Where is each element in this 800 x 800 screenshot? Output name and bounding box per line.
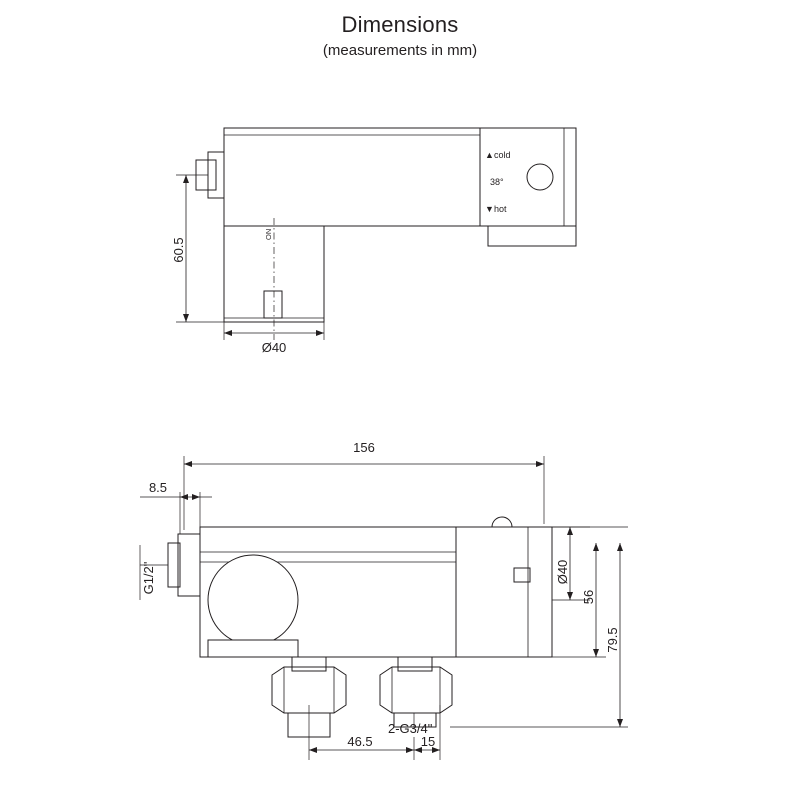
dim-85-arrow-right	[192, 494, 200, 500]
dim-d40v-text: Ø40	[555, 559, 570, 585]
label-g34: 2-G3/4"	[388, 721, 433, 736]
dim-795-arrow-bottom	[617, 719, 623, 727]
dim-d40-arrow-right	[316, 330, 324, 336]
label-cold: cold	[494, 150, 511, 160]
dim-465-text: 46.5	[347, 734, 373, 749]
front-view-left-nipple	[178, 534, 200, 596]
dim-156-arrow-right	[536, 461, 544, 467]
dim-156-text: 156	[353, 440, 375, 455]
page-title: Dimensions	[341, 12, 459, 37]
dim-605-arrow-top	[183, 175, 189, 183]
label-on: ON	[264, 228, 273, 240]
dim-56-arrow-top	[593, 543, 599, 551]
front-view-outlet-right	[380, 657, 452, 727]
outlet-left-neck	[292, 657, 326, 671]
label-temperature: 38°	[490, 177, 504, 187]
dim-605-text: 60.5	[171, 237, 186, 263]
top-view-temperature-knob	[527, 164, 553, 190]
dim-465-arrow-left	[309, 747, 317, 753]
label-cold-marker: ▲	[485, 150, 494, 160]
dim-795-text: 79.5	[605, 627, 620, 653]
front-view-flow-knob-base	[208, 640, 298, 657]
label-hot: hot	[494, 204, 507, 214]
dim-156-arrow-left	[184, 461, 192, 467]
front-view-flow-knob	[208, 555, 298, 645]
dim-d40v-arrow-top	[567, 527, 573, 535]
dim-605-arrow-bottom	[183, 314, 189, 322]
dim-15-text: 15	[420, 734, 436, 749]
top-view-lever	[264, 291, 282, 318]
top-view-handle-base	[488, 226, 576, 246]
dim-d40v-arrow-bottom	[567, 592, 573, 600]
label-hot-marker: ▼	[485, 204, 494, 214]
outlet-right-hex	[380, 667, 452, 713]
dim-d40-arrow-left	[224, 330, 232, 336]
dim-795-arrow-top	[617, 543, 623, 551]
page-subtitle: (measurements in mm)	[322, 42, 478, 59]
dim-85-text: 8.5	[148, 480, 168, 495]
top-view-body	[224, 128, 576, 226]
dim-465-arrow-right	[406, 747, 414, 753]
label-g12: G1/2"	[141, 561, 156, 595]
front-view-handle-block	[456, 527, 552, 657]
front-view-top-knob	[492, 517, 512, 527]
dim-d40-text: Ø40	[261, 340, 287, 355]
dim-56-arrow-bottom	[593, 649, 599, 657]
top-view	[171, 128, 576, 355]
dim-56-text: 56	[581, 589, 596, 605]
front-view	[140, 440, 628, 760]
outlet-right-neck	[398, 657, 432, 671]
